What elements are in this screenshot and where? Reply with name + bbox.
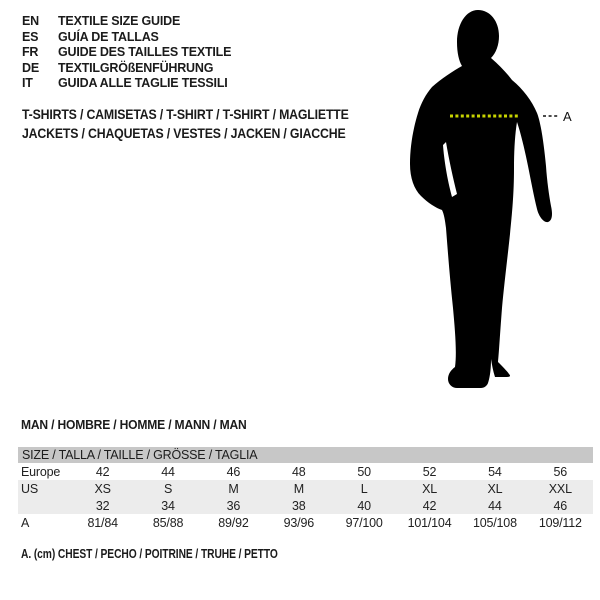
language-title: GUIDE DES TAILLES TEXTILE (58, 45, 232, 60)
language-code: FR (22, 45, 39, 60)
size-cell: 52 (422, 464, 437, 479)
size-cell: 48 (292, 464, 306, 479)
size-cell: 32 (95, 498, 110, 513)
size-cell: 42 (422, 498, 437, 513)
language-row (22, 45, 231, 61)
category-line-jackets: JACKETS / CHAQUETAS / VESTES / JACKEN / GIACCHE (22, 124, 346, 141)
row-label: Europe (21, 464, 61, 479)
size-cell: 93/96 (283, 516, 314, 530)
size-cell: M (293, 481, 304, 496)
man-silhouette-icon (410, 8, 580, 392)
row-label: A (21, 516, 30, 530)
size-cell: 85/88 (152, 516, 184, 530)
size-cell: XL (487, 481, 503, 496)
language-list (22, 14, 231, 92)
language-code: ES (22, 29, 39, 44)
size-cell: 38 (292, 498, 306, 513)
size-table (18, 447, 593, 532)
size-cell: 97/100 (345, 516, 383, 530)
language-row (22, 61, 231, 77)
language-row (22, 76, 231, 92)
man-body-shape (410, 10, 552, 388)
size-cell: 89/92 (218, 516, 249, 530)
language-code: EN (22, 14, 39, 28)
row-label: US (21, 481, 38, 496)
measure-label-a: A (563, 109, 572, 124)
size-cell: M (228, 481, 239, 496)
size-cell: 46 (226, 464, 241, 479)
language-code: DE (22, 60, 39, 75)
size-cell: 44 (161, 464, 175, 479)
language-title: GUIDA ALLE TAGLIE TESSILI (58, 76, 228, 91)
size-cell: 50 (357, 464, 371, 479)
size-cell: XL (422, 481, 437, 496)
size-cell: 42 (95, 464, 110, 479)
size-cell: 109/112 (538, 516, 582, 530)
size-cell: 40 (357, 498, 371, 513)
language-title: TEXTILGRÖßENFÜHRUNG (58, 60, 214, 75)
size-cell: 56 (553, 464, 568, 479)
size-cell: 34 (161, 498, 175, 513)
measurement-footnote: A. (cm) CHEST / PECHO / POITRINE / TRUHE / PETTO (21, 547, 278, 561)
table-row-europe (18, 463, 593, 480)
language-code: IT (22, 76, 33, 91)
size-cell: 44 (488, 498, 502, 513)
table-row-us (18, 480, 593, 497)
language-title: GUÍA DE TALLAS (58, 29, 159, 44)
table-row-numeric (18, 497, 593, 514)
size-cell: XS (94, 481, 111, 496)
size-cell: 81/84 (87, 516, 118, 530)
size-cell: L (360, 481, 368, 496)
language-title: TEXTILE SIZE GUIDE (58, 14, 181, 28)
language-row (22, 30, 231, 46)
section-title: MAN / HOMBRE / HOMME / MANN / MAN (21, 417, 247, 432)
category-lines (22, 105, 349, 142)
size-cell: 105/108 (473, 516, 517, 530)
language-row (22, 14, 231, 30)
size-cell: 101/104 (407, 516, 452, 530)
size-cell: 36 (226, 498, 241, 513)
table-row-chest-a (18, 514, 593, 532)
size-cell: 46 (553, 498, 568, 513)
size-figure (410, 8, 580, 392)
category-line-tshirts: T-SHIRTS / CAMISETAS / T-SHIRT / T-SHIRT / MAGLIETTE (22, 106, 349, 122)
size-cell: 54 (488, 464, 502, 479)
size-cell: XXL (548, 481, 572, 496)
size-table-header: SIZE / TALLA / TAILLE / GRÖSSE / TAGLIA (18, 447, 593, 463)
size-cell: S (163, 481, 173, 496)
